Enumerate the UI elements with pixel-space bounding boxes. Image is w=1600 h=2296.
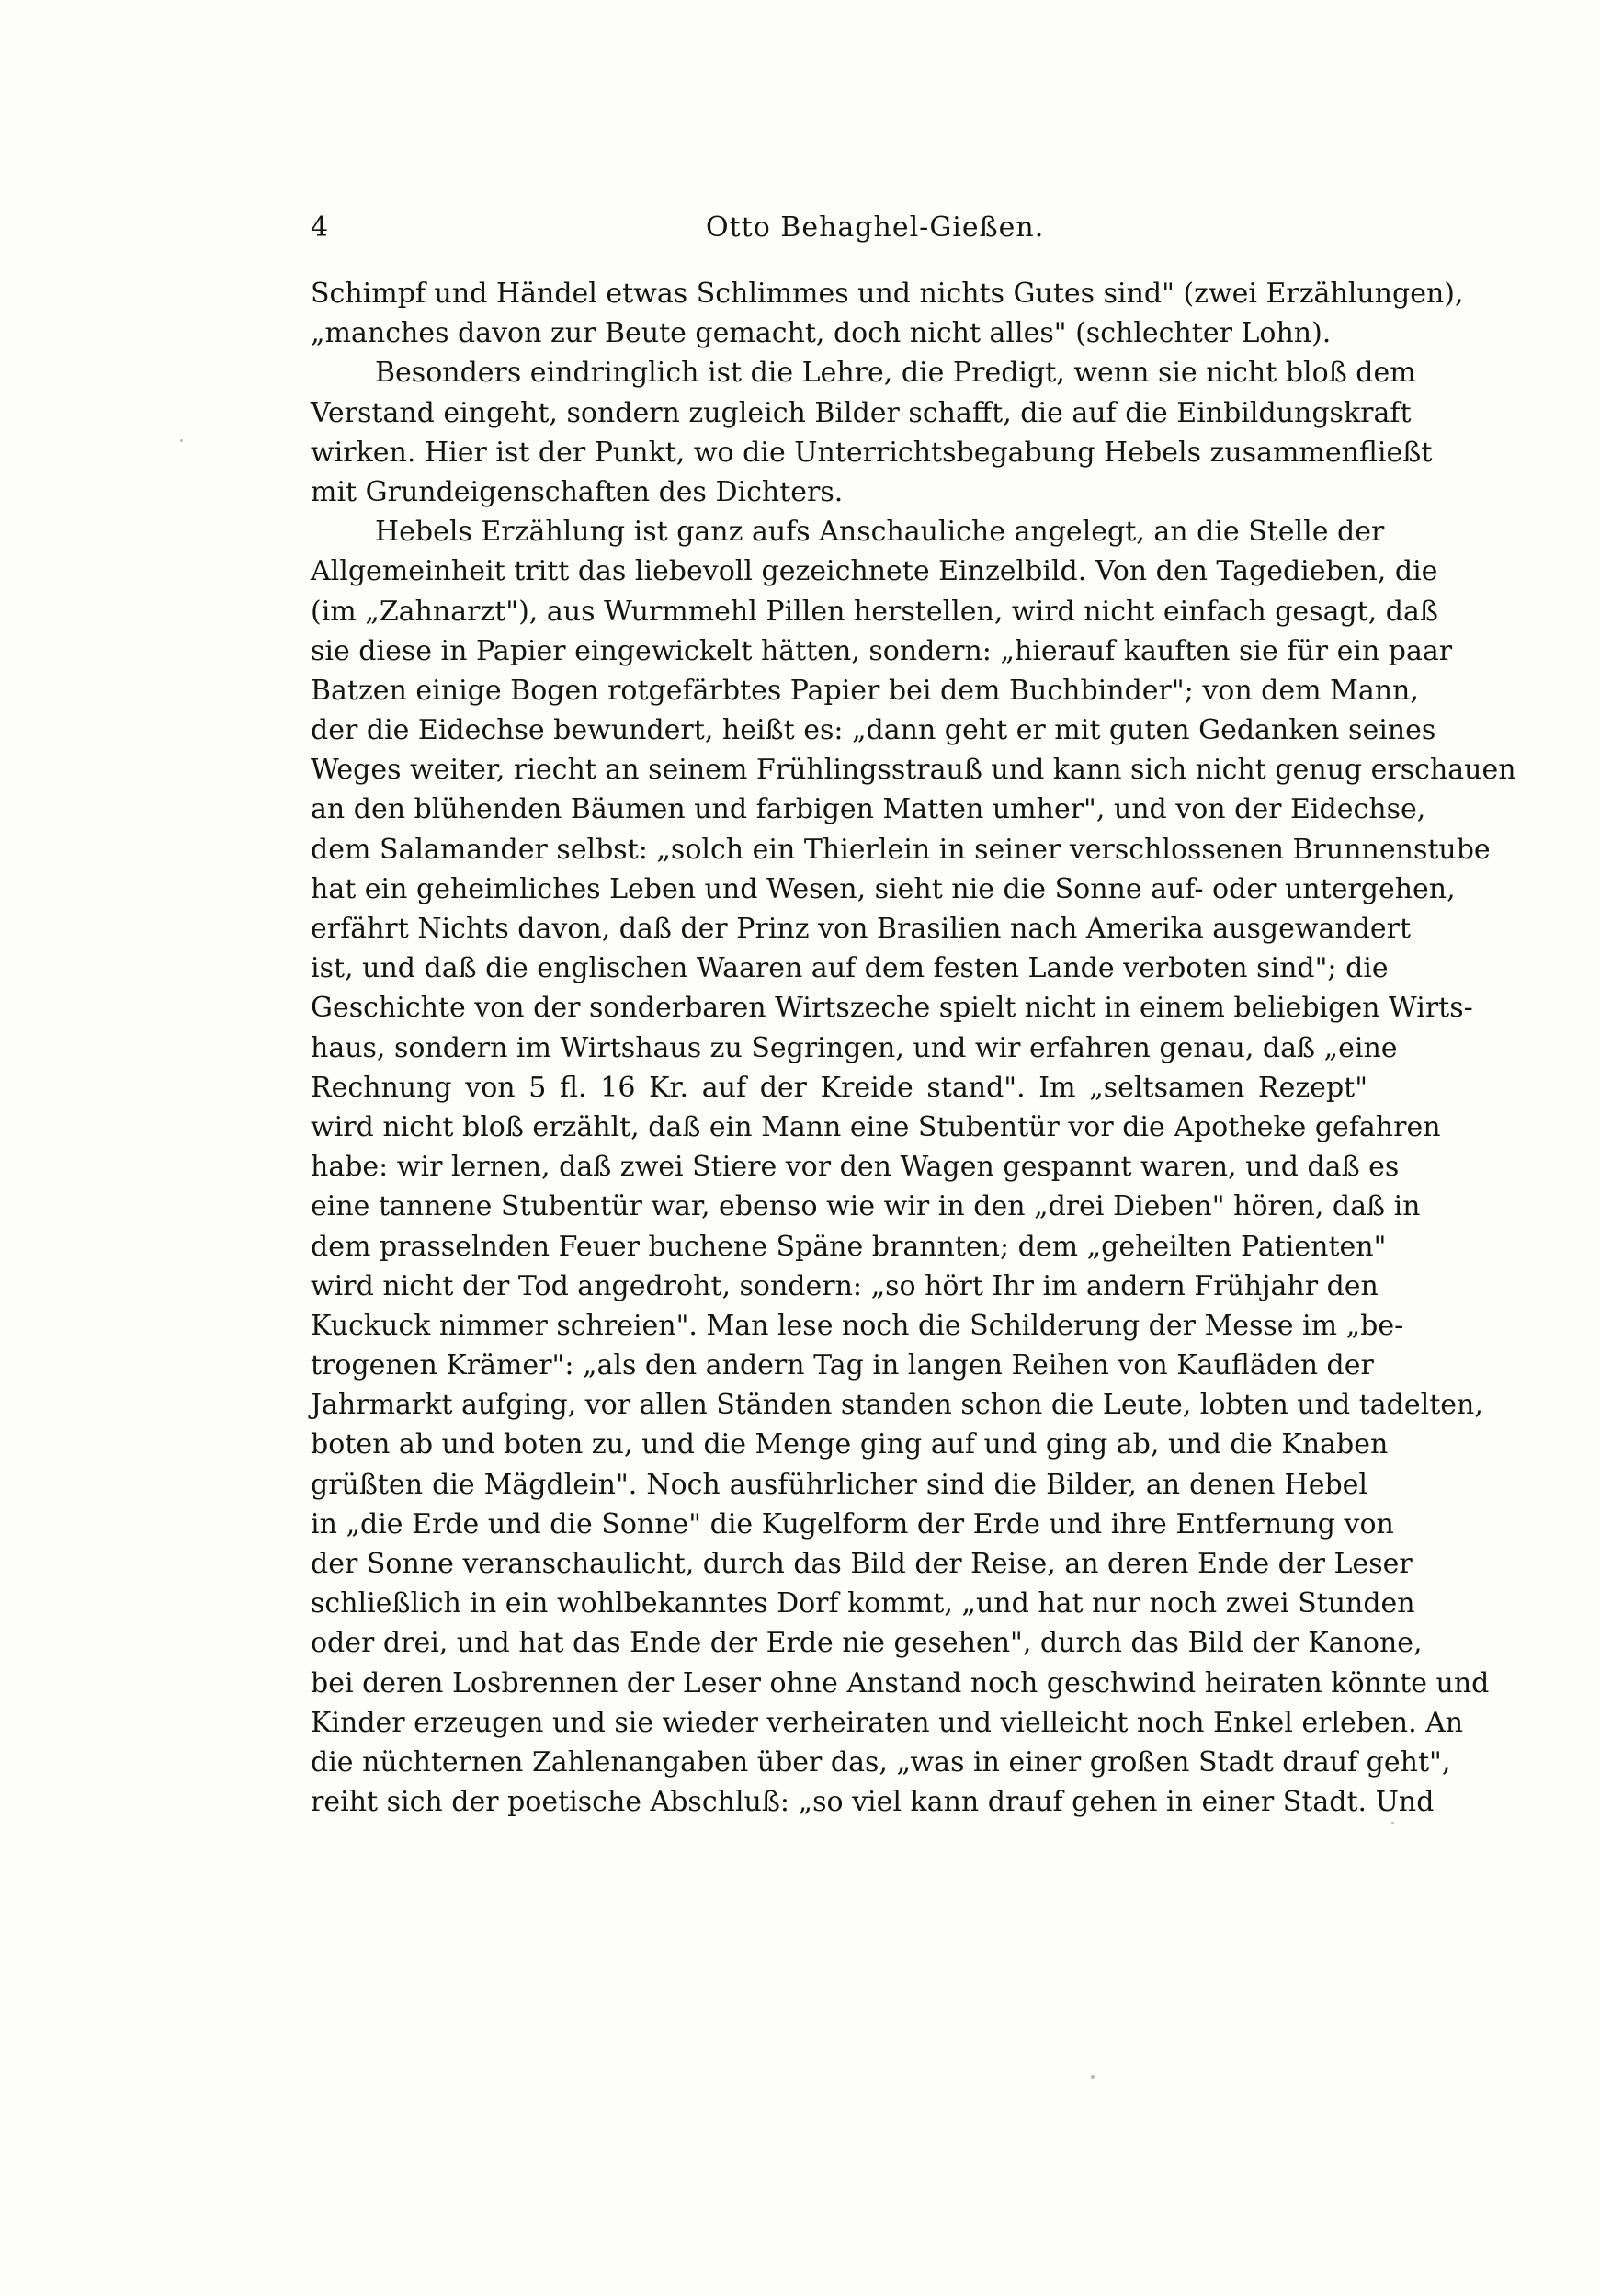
text-line: haus, sondern im Wirtshaus zu Segringen, und wir erfahren genau, daß „eine <box>311 1031 1398 1064</box>
scan-speck <box>180 439 183 442</box>
text-line: Schimpf und Händel etwas Schlimmes und nichts Gutes sind" (zwei Erzählungen), <box>311 278 1464 310</box>
body-text <box>311 274 1516 1822</box>
text-line: oder drei, und hat das Ende der Erde nie gesehen", durch das Bild der Kanone, <box>311 1627 1423 1660</box>
running-head <box>311 211 1367 248</box>
text-line: wird nicht der Tod angedroht, sondern: „so hört Ihr im andern Frühjahr den <box>311 1269 1379 1302</box>
text-line: grüßten die Mägdlein". Noch ausführlicher sind die Bilder, an denen Hebel <box>311 1468 1367 1501</box>
text-line: wirken. Hier ist der Punkt, wo die Unterrichtsbegabung Hebels zusammenfließt <box>311 436 1433 469</box>
text-line: der Sonne veranschaulicht, durch das Bild der Reise, an deren Ende der Leser <box>311 1548 1413 1580</box>
text-line: wird nicht bloß erzählt, daß ein Mann eine Stubentür vor die Apotheke gefahren <box>311 1110 1441 1143</box>
text-line: Kuckuck nimmer schreien". Man lese noch die Schilderung der Messe im „be- <box>311 1309 1404 1342</box>
text-line: dem Salamander selbst: „solch ein Thierlein in seiner verschlossenen Brunnenstube <box>311 833 1491 866</box>
text-line: sie diese in Papier eingewickelt hätten, sondern: „hierauf kauften sie für ein paar <box>311 634 1453 667</box>
text-line: hat ein geheimliches Leben und Wesen, sieht nie die Sonne auf- oder untergehen, <box>311 872 1456 905</box>
text-line: trogenen Krämer": „als den andern Tag in langen Reihen von Kaufläden der <box>311 1349 1374 1382</box>
text-line: Verstand eingeht, sondern zugleich Bilder schafft, die auf die Einbildungskraft <box>311 396 1412 429</box>
text-line: ist, und daß die englischen Waaren auf dem festen Lande verboten sind"; die <box>311 952 1389 985</box>
text-line: an den blühenden Bäumen und farbigen Matten umher", und von der Eidechse, <box>311 793 1426 826</box>
text-line: habe: wir lernen, daß zwei Stiere vor den Wagen gespannt waren, und daß es <box>311 1151 1400 1184</box>
text-line: schließlich in ein wohlbekanntes Dorf kommt, „und hat nur noch zwei Stunden <box>311 1587 1415 1620</box>
text-line: Kinder erzeugen und sie wieder verheiraten und vielleicht noch Enkel erleben. An <box>311 1706 1464 1739</box>
text-line: Hebels Erzählung ist ganz aufs Anschauliche angelegt, an die Stelle der <box>375 516 1385 549</box>
text-line: bei deren Losbrennen der Leser ohne Anstand noch geschwind heiraten könnte und <box>311 1666 1490 1699</box>
text-line: reiht sich der poetische Abschluß: „so viel kann drauf gehen in einer Stadt. Und <box>311 1786 1435 1819</box>
text-line: erfährt Nichts davon, daß der Prinz von Brasilien nach Amerika ausgewandert <box>311 913 1412 945</box>
running-head-title: Otto Behaghel-Gießen. <box>706 211 1045 244</box>
text-line: Geschichte von der sonderbaren Wirtszeche spielt nicht in einem beliebigen Wirts- <box>311 992 1473 1025</box>
text-line: Besonders eindringlich ist die Lehre, die Predigt, wenn sie nicht bloß dem <box>375 357 1416 390</box>
text-line: die nüchternen Zahlenangaben über das, „was in einer großen Stadt drauf geht", <box>311 1745 1451 1779</box>
text-line: in „die Erde und die Sonne" die Kugelform der Erde und ihre Entfernung von <box>311 1507 1394 1540</box>
scan-speck <box>1091 2075 1095 2079</box>
text-line: (im „Zahnarzt"), aus Wurmmehl Pillen herstellen, wird nicht einfach gesagt, daß <box>311 595 1438 628</box>
text-line: Batzen einige Bogen rotgefärbtes Papier bei dem Buchbinder"; von dem Mann, <box>311 674 1419 707</box>
text-line: „manches davon zur Beute gemacht, doch nicht alles" (schlechter Lohn). <box>311 317 1332 350</box>
text-line: dem prasselnden Feuer buchene Späne brannten; dem „geheilten Patienten" <box>311 1230 1387 1263</box>
text-line: mit Grundeigenschaften des Dichters. <box>311 475 844 508</box>
text-line: eine tannene Stubentür war, ebenso wie wir in den „drei Dieben" hören, daß in <box>311 1190 1421 1223</box>
text-line: boten ab und boten zu, und die Menge ging auf und ging ab, und die Knaben <box>311 1428 1389 1461</box>
text-line: Rechnung von 5 fl. 16 Kr. auf der Kreide stand". Im „seltsamen Rezept" <box>311 1071 1367 1104</box>
text-line: der die Eidechse bewundert, heißt es: „dann geht er mit guten Gedanken seines <box>311 714 1436 747</box>
text-line: Allgemeinheit tritt das liebevoll gezeichnete Einzelbild. Von den Tagedieben, die <box>311 555 1438 588</box>
page-number: 4 <box>311 211 329 244</box>
text-line: Weges weiter, riecht an seinem Frühlingsstrauß und kann sich nicht genug erschauen <box>311 754 1516 787</box>
scan-speck <box>1391 1822 1394 1824</box>
text-line: Jahrmarkt aufging, vor allen Ständen standen schon die Leute, lobten und tadelten, <box>311 1389 1483 1422</box>
